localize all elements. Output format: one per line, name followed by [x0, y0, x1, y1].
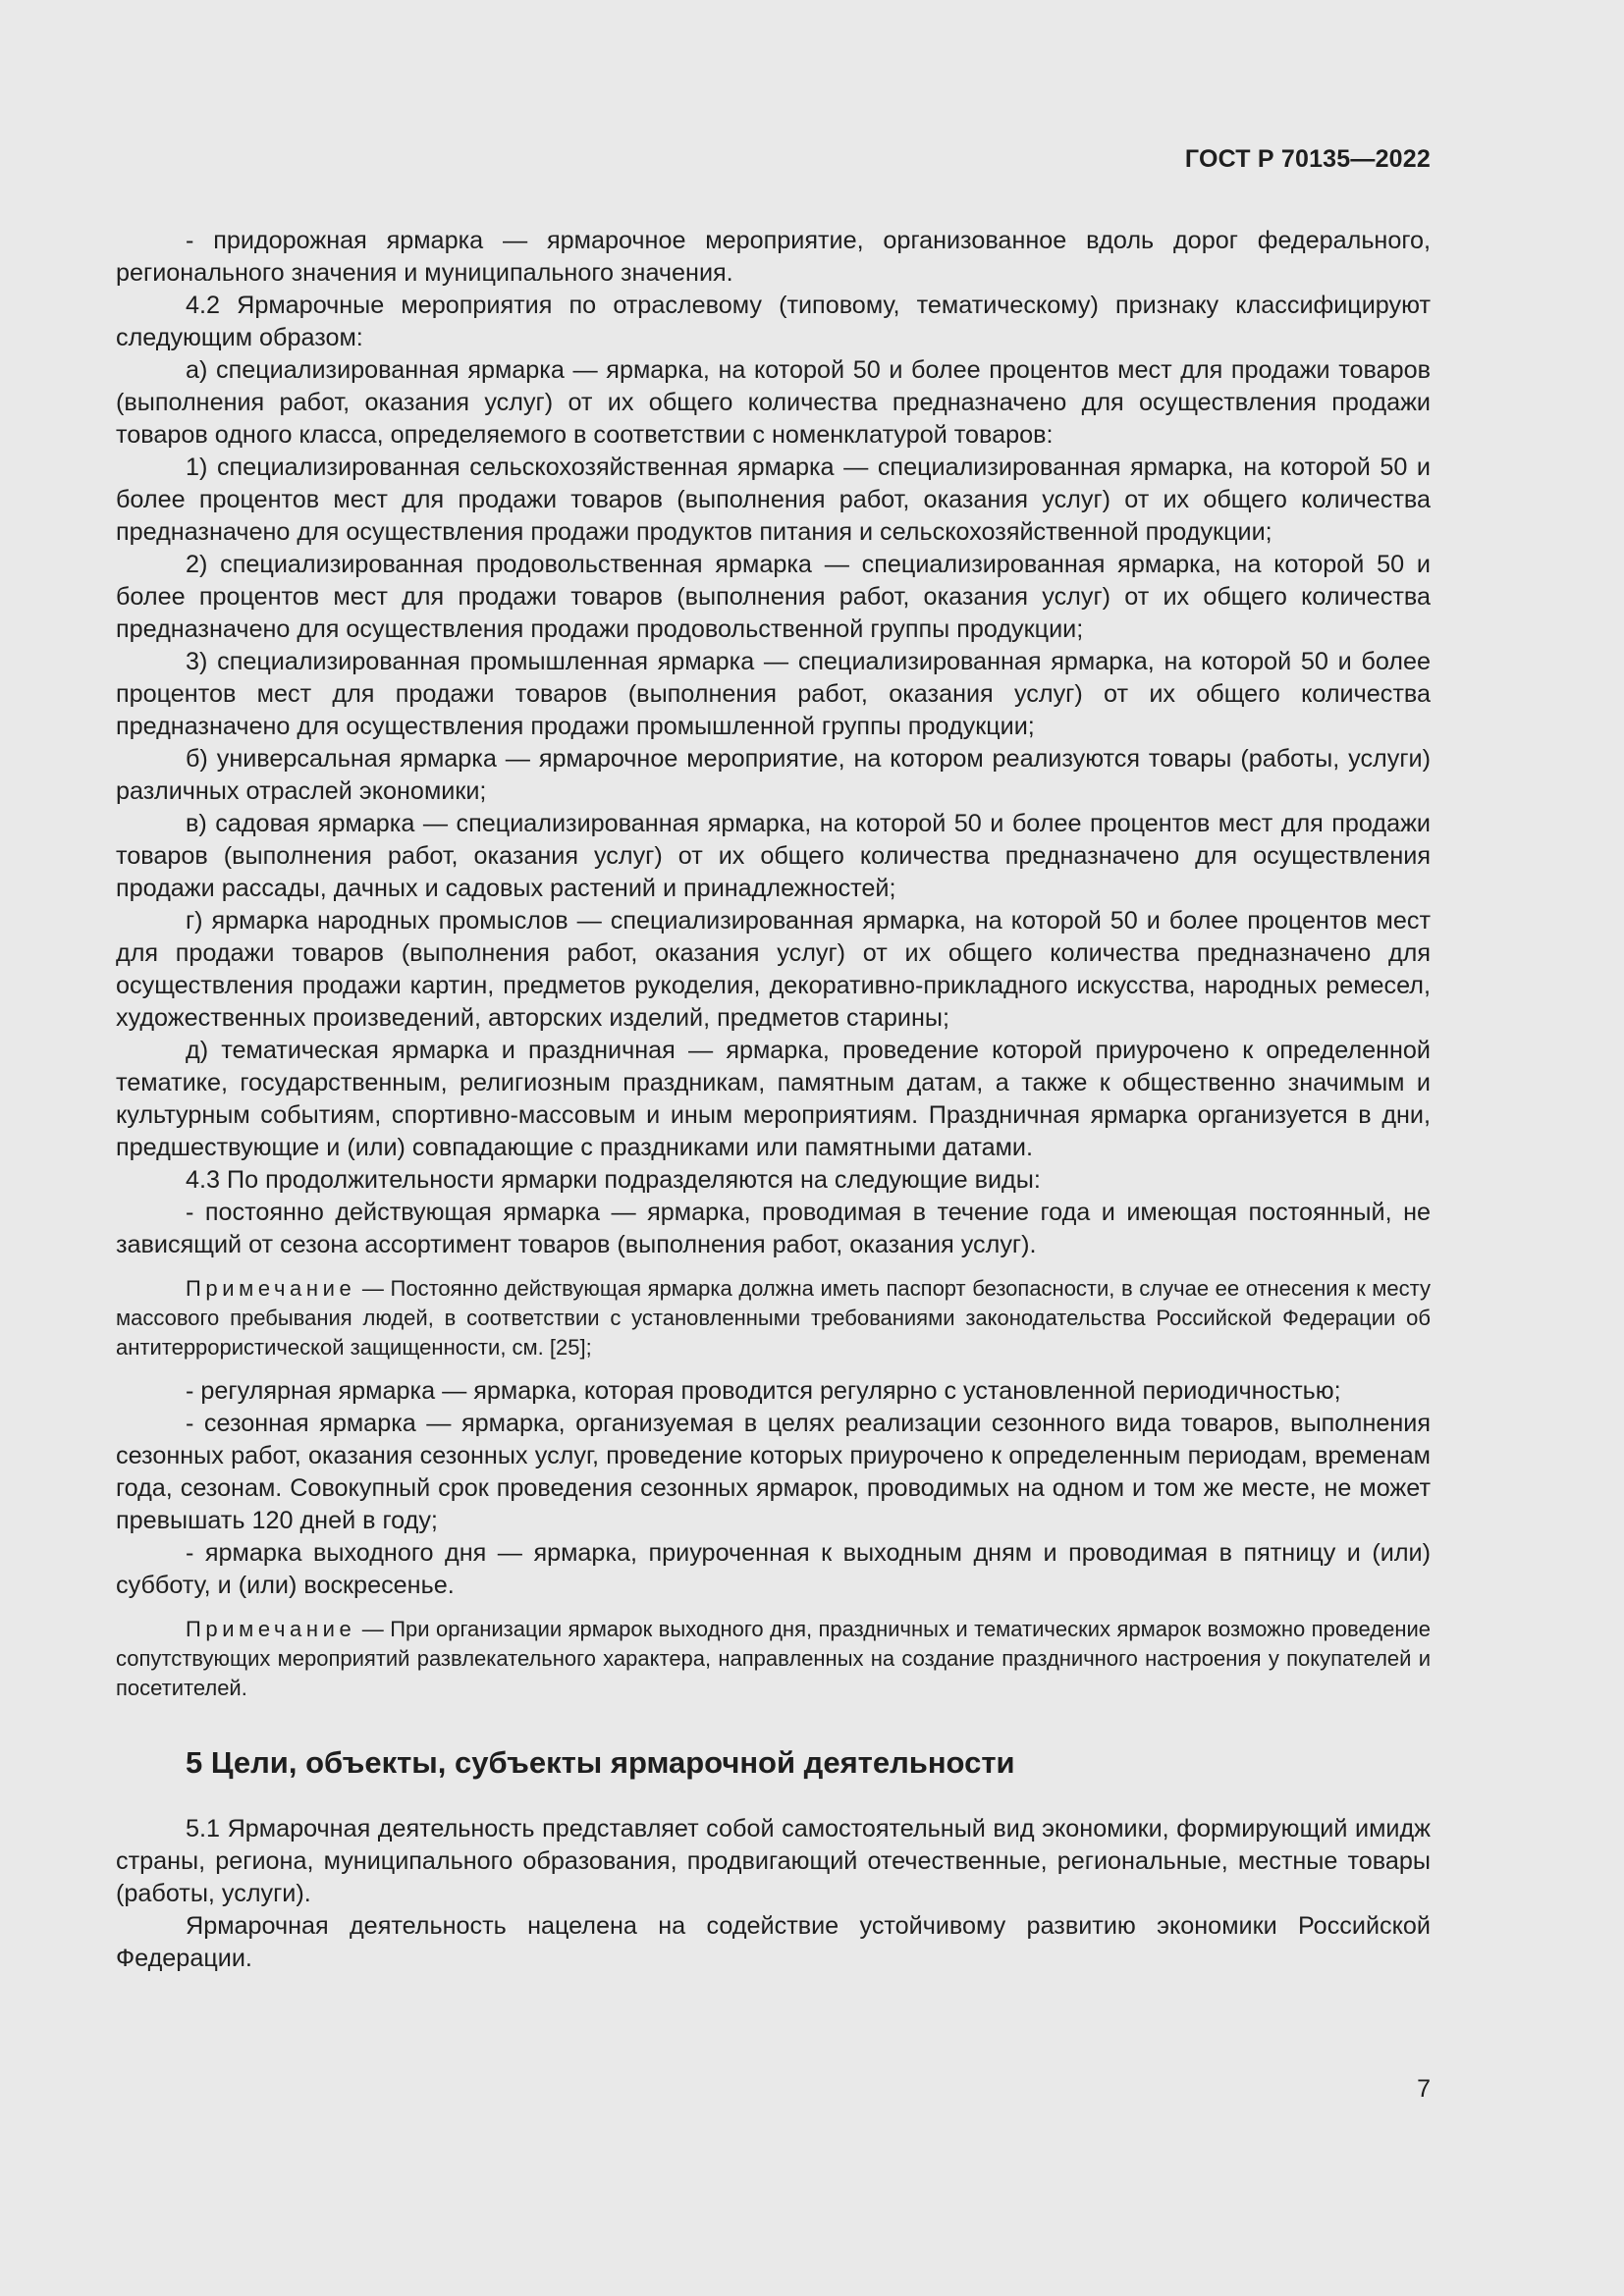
- document-body: [116, 225, 1431, 1975]
- paragraph: д) тематическая ярмарка и праздничная — ярмарка, проведение которой приурочено к определенной тематике, государственным, религиозным праздникам, памятным датам, а также к общественно значимым и культурным событиям, спортивно-массовым и иным мероприятиям. Праздничная ярмарка организуется в дни, предшествующие и (или) совпадающие с праздниками или памятными датами.: [116, 1037, 1431, 1161]
- paragraph: г) ярмарка народных промыслов — специализированная ярмарка, на которой 50 и более процентов мест для продажи товаров (выполнения работ, оказания услуг) от их общего количества предназначено для осуществления продажи картин, предметов рукоделия, декоративно-прикладного искусства, народных ремесел, художественных произведений, авторских изделий, предметов старины;: [116, 907, 1431, 1032]
- paragraph: 5.1 Ярмарочная деятельность представляет собой самостоятельный вид экономики, формирующий имидж страны, региона, муниципального образования, продвигающий отечественные, региональные, местные товары (работы, услуги).: [116, 1815, 1431, 1907]
- note-text: — Постоянно действующая ярмарка должна иметь паспорт безопасности, в случае ее отнесения к месту массового пребывания людей, в соответствии с установленными требованиями законодательства Российской Федерации об антитеррористической защищенности, см. [25];: [116, 1276, 1431, 1360]
- paragraph: - придорожная ярмарка — ярмарочное мероприятие, организованное вдоль дорог федерального, регионального значения и муниципального значения.: [116, 227, 1431, 287]
- section-heading: 5 Цели, объекты, субъекты ярмарочной деятельности: [186, 1745, 1015, 1780]
- page-number: 7: [1417, 2075, 1431, 2103]
- paragraph: 2) специализированная продовольственная ярмарка — специализированная ярмарка, на которой 50 и более процентов мест для продажи товаров (выполнения работ, оказания услуг) от их общего количества предназначено для осуществления продажи продовольственной группы продукции;: [116, 551, 1431, 643]
- paragraph: - сезонная ярмарка — ярмарка, организуемая в целях реализации сезонного вида товаров, выполнения сезонных работ, оказания сезонных услуг, проведение которых приурочено к определенным периодам, временам года, сезонам. Совокупный срок проведения сезонных ярмарок, проводимых на одном и том же месте, не может превышать 120 дней в году;: [116, 1410, 1431, 1534]
- paragraph: в) садовая ярмарка — специализированная ярмарка, на которой 50 и более процентов мест для продажи товаров (выполнения работ, оказания услуг) от их общего количества предназначено для осуществления продажи рассады, дачных и садовых растений и принадлежностей;: [116, 810, 1431, 902]
- paragraph: 3) специализированная промышленная ярмарка — специализированная ярмарка, на которой 50 и более процентов мест для продажи товаров (выполнения работ, оказания услуг) от их общего количества предназначено для осуществления продажи промышленной группы продукции;: [116, 648, 1431, 740]
- note-block: [116, 1274, 1431, 1362]
- document-code-header: ГОСТ Р 70135—2022: [1184, 145, 1431, 173]
- paragraph: а) специализированная ярмарка — ярмарка, на которой 50 и более процентов мест для продажи товаров (выполнения работ, оказания услуг) от их общего количества предназначено для осуществления продажи товаров одного класса, определяемого в соответствии с номенклатурой товаров:: [116, 356, 1431, 449]
- paragraph: 1) специализированная сельскохозяйственная ярмарка — специализированная ярмарка, на которой 50 и более процентов мест для продажи товаров (выполнения работ, оказания услуг) от их общего количества предназначено для осуществления продажи продуктов питания и сельскохозяйственной продукции;: [116, 454, 1431, 546]
- note-label: Примечание: [186, 1276, 356, 1301]
- paragraph: 4.2 Ярмарочные мероприятия по отраслевому (типовому, тематическому) признаку классифицируют следующим образом:: [116, 292, 1431, 351]
- paragraph: - постоянно действующая ярмарка — ярмарка, проводимая в течение года и имеющая постоянный, не зависящий от сезона ассортимент товаров (выполнения работ, оказания услуг).: [116, 1199, 1431, 1258]
- note-block: [116, 1615, 1431, 1703]
- paragraph: - регулярная ярмарка — ярмарка, которая проводится регулярно с установленной периодичностью;: [186, 1377, 1341, 1405]
- paragraph: Ярмарочная деятельность нацелена на содействие устойчивому развитию экономики Российской Федерации.: [116, 1912, 1431, 1972]
- paragraphs-group-1: [116, 225, 1431, 1261]
- note-text: — При организации ярмарок выходного дня, праздничных и тематических ярмарок возможно проведение сопутствующих мероприятий развлекательного характера, направленных на создание праздничного настроения у покупателей и посетителей.: [116, 1617, 1431, 1700]
- section-5-body: [116, 1813, 1431, 1975]
- paragraphs-group-2: [116, 1375, 1431, 1602]
- paragraph: 4.3 По продолжительности ярмарки подразделяются на следующие виды:: [186, 1166, 1041, 1194]
- note-label: Примечание: [186, 1617, 356, 1641]
- paragraph: б) универсальная ярмарка — ярмарочное мероприятие, на котором реализуются товары (работы, услуги) различных отраслей экономики;: [116, 745, 1431, 805]
- paragraph: - ярмарка выходного дня — ярмарка, приуроченная к выходным дням и проводимая в пятницу и (или) субботу, и (или) воскресенье.: [116, 1539, 1431, 1599]
